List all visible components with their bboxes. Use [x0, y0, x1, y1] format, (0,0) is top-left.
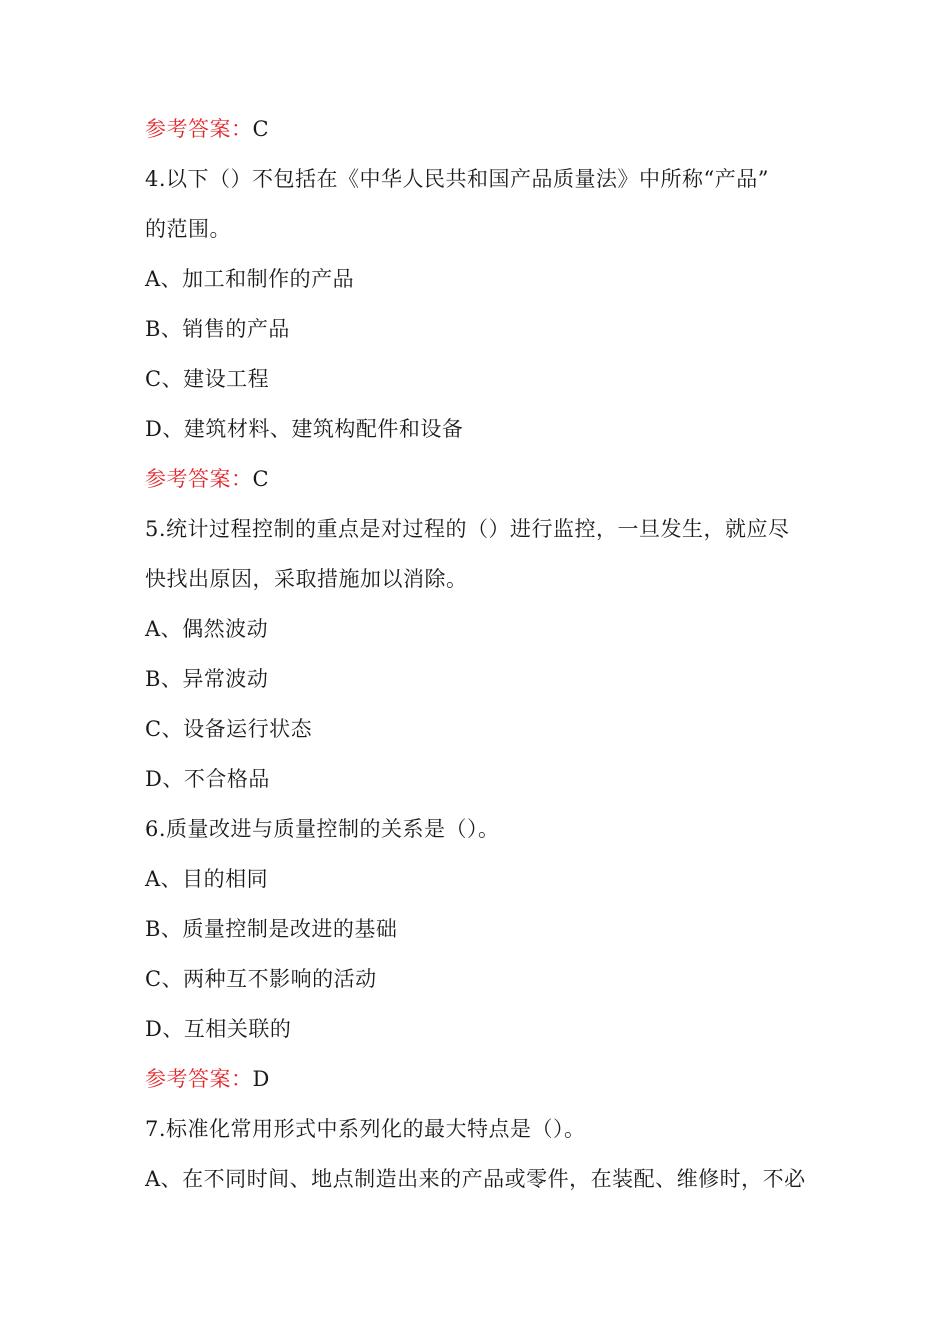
answer-value: D [252, 1067, 270, 1091]
text-line: D、不合格品 [145, 767, 270, 791]
text-line: 的范围。 [145, 217, 231, 241]
text-line: 5.统计过程控制的重点是对过程的（）进行监控，一旦发生，就应尽 [145, 517, 790, 541]
document-body [145, 104, 815, 1204]
text-line: 6.质量改进与质量控制的关系是（）。 [145, 817, 500, 841]
text-line: B、异常波动 [145, 667, 269, 691]
answer-line [145, 1054, 815, 1104]
text-line: A、目的相同 [145, 867, 269, 891]
text-line: C、两种互不影响的活动 [145, 967, 377, 991]
answer-line [145, 454, 815, 504]
text-line: C、设备运行状态 [145, 717, 313, 741]
answer-line [145, 104, 815, 154]
text-line: D、建筑材料、建筑构配件和设备 [145, 417, 464, 441]
text-line: 4.以下（）不包括在《中华人民共和国产品质量法》中所称“产品” [145, 167, 770, 191]
text-line: 7.标准化常用形式中系列化的最大特点是（）。 [145, 1117, 586, 1141]
text-line: B、质量控制是改进的基础 [145, 917, 398, 941]
text-line: B、销售的产品 [145, 317, 290, 341]
text-line: A、在不同时间、地点制造出来的产品或零件，在装配、维修时，不必 [145, 1167, 806, 1191]
answer-label: 参考答案： [145, 467, 253, 491]
text-line: D、互相关联的 [145, 1017, 292, 1041]
answer-label: 参考答案： [145, 117, 253, 141]
answer-value: C [252, 467, 270, 491]
text-line: A、加工和制作的产品 [145, 267, 355, 291]
answer-label: 参考答案： [145, 1067, 253, 1091]
text-line: 快找出原因，采取措施加以消除。 [145, 567, 468, 591]
answer-value: C [252, 117, 270, 141]
text-line: A、偶然波动 [145, 617, 269, 641]
text-line: C、建设工程 [145, 367, 270, 391]
